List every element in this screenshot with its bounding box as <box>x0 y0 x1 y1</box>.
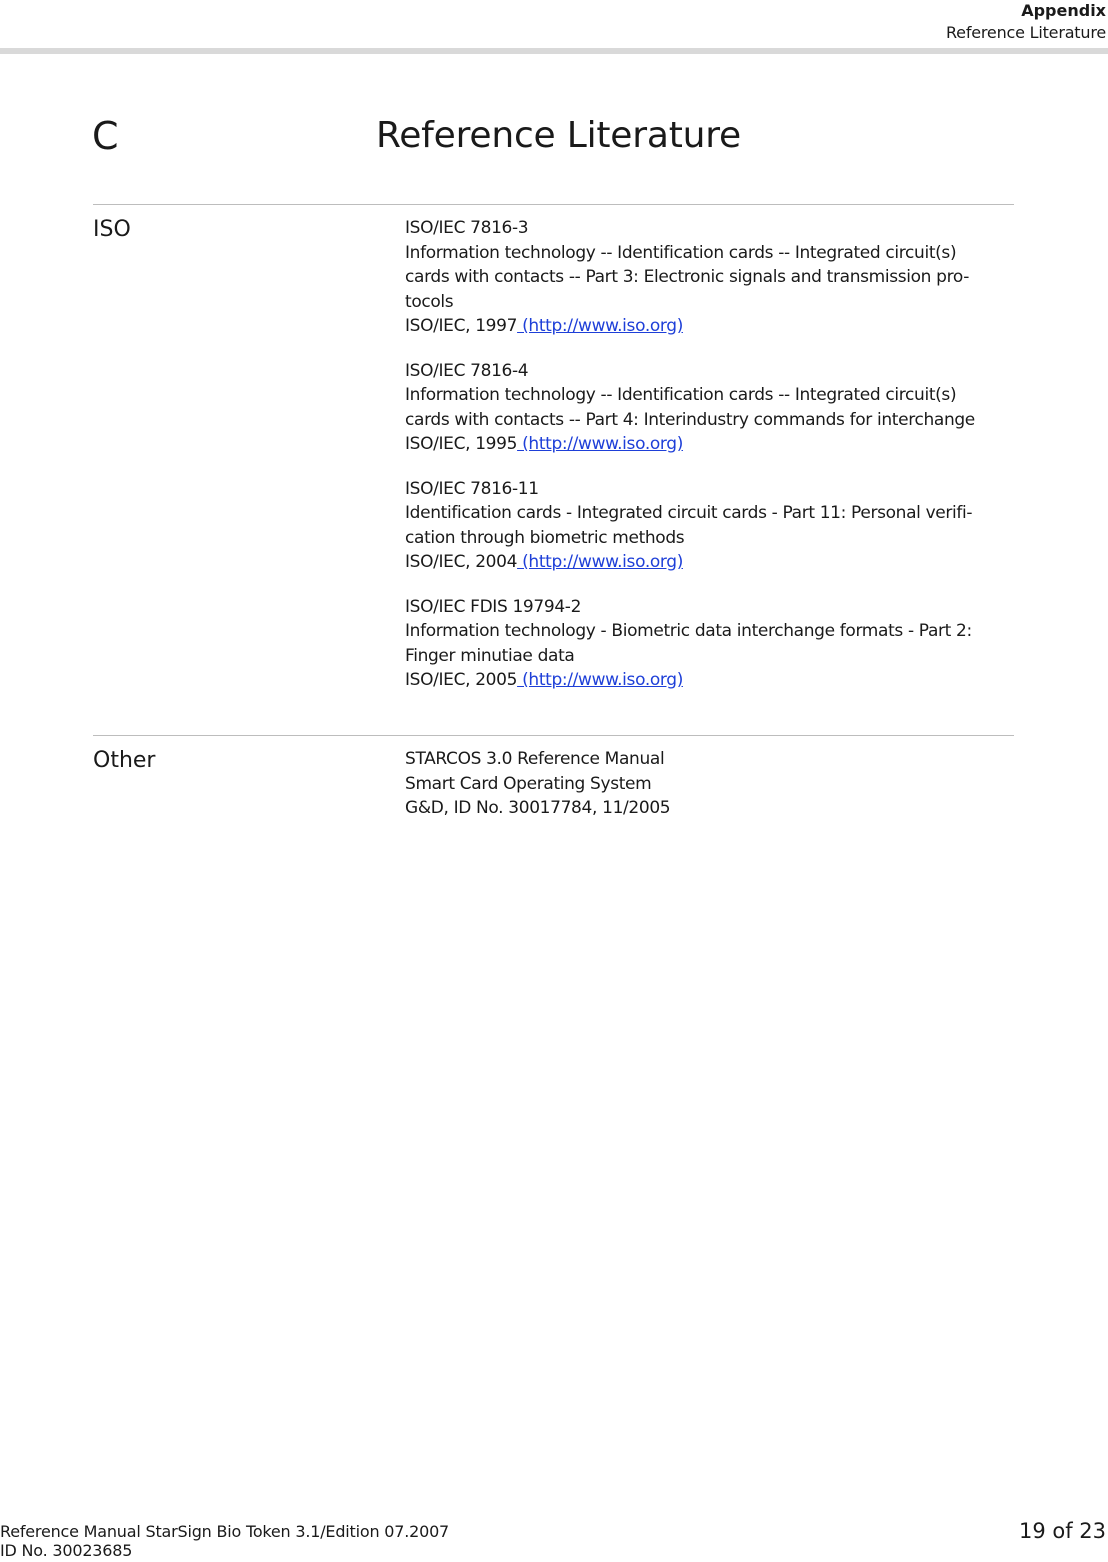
footer-document-id: ID No. 30023685 <box>0 1541 133 1560</box>
iso-website-link[interactable]: (http://www.iso.org) <box>517 434 683 454</box>
reference-code: ISO/IEC 7816-4 <box>405 360 529 381</box>
reference-publisher: ISO/IEC, 2005 <box>405 670 518 690</box>
section-body-other <box>405 747 1017 841</box>
header-section: Reference Literature <box>945 23 1106 42</box>
reference-publisher: ISO/IEC, 1995 <box>405 434 518 454</box>
chapter-title: Reference Literature <box>376 115 742 156</box>
reference-publisher: ISO/IEC, 1997 <box>405 316 518 336</box>
section-divider-other <box>93 735 1014 736</box>
reference-description-line: cards with contacts -- Part 4: Interindustry commands for interchange <box>405 409 975 430</box>
page-number: 19 of 23 <box>1018 1519 1106 1543</box>
iso-website-link[interactable]: (http://www.iso.org) <box>517 670 683 690</box>
reference-description-line: Information technology -- Identification cards -- Integrated circuit(s) <box>405 242 957 263</box>
reference-description-line: Identification cards - Integrated circuit cards - Part 11: Personal verifi- <box>405 503 973 523</box>
section-body-iso <box>405 216 1017 713</box>
reference-description-line: cards with contacts -- Part 3: Electronic signals and transmission pro- <box>405 267 969 287</box>
reference-entry <box>405 477 1017 575</box>
reference-publisher-line <box>405 432 1017 457</box>
footer-manual-edition: Reference Manual StarSign Bio Token 3.1/Edition 07.2007 <box>0 1522 450 1541</box>
reference-subtitle: Smart Card Operating System <box>405 773 652 794</box>
section-label-other: Other <box>93 748 156 773</box>
reference-entry <box>405 595 1017 693</box>
reference-code: ISO/IEC 7816-3 <box>405 218 529 238</box>
reference-entry <box>405 216 1017 339</box>
reference-publisher-line <box>405 668 1017 693</box>
reference-description-line: cation through biometric methods <box>405 527 685 548</box>
reference-publisher: G&D, ID No. 30017784, 11/2005 <box>405 798 671 818</box>
reference-publisher-line <box>405 550 1017 575</box>
section-label-iso: ISO <box>93 217 131 242</box>
reference-publisher-line <box>405 314 1017 339</box>
reference-description-line: tocols <box>405 291 454 312</box>
section-divider-iso <box>93 204 1014 205</box>
footer-info <box>0 1522 449 1560</box>
header-rule <box>0 48 1108 54</box>
reference-title: STARCOS 3.0 Reference Manual <box>405 749 665 769</box>
reference-description-line: Finger minutiae data <box>405 645 575 666</box>
reference-entry <box>405 359 1017 457</box>
reference-code: ISO/IEC 7816-11 <box>405 478 539 499</box>
chapter-letter: C <box>92 114 119 158</box>
reference-description-line: Information technology - Biometric data interchange formats - Part 2: <box>405 621 972 641</box>
reference-entry <box>405 747 1017 821</box>
reference-code: ISO/IEC FDIS 19794-2 <box>405 596 582 617</box>
running-header <box>946 0 1106 44</box>
iso-website-link[interactable]: (http://www.iso.org) <box>517 552 683 572</box>
header-chapter: Appendix <box>1021 1 1106 20</box>
reference-publisher: ISO/IEC, 2004 <box>405 552 518 572</box>
reference-description-line: Information technology -- Identification cards -- Integrated circuit(s) <box>405 385 957 405</box>
iso-website-link[interactable]: (http://www.iso.org) <box>517 316 683 336</box>
